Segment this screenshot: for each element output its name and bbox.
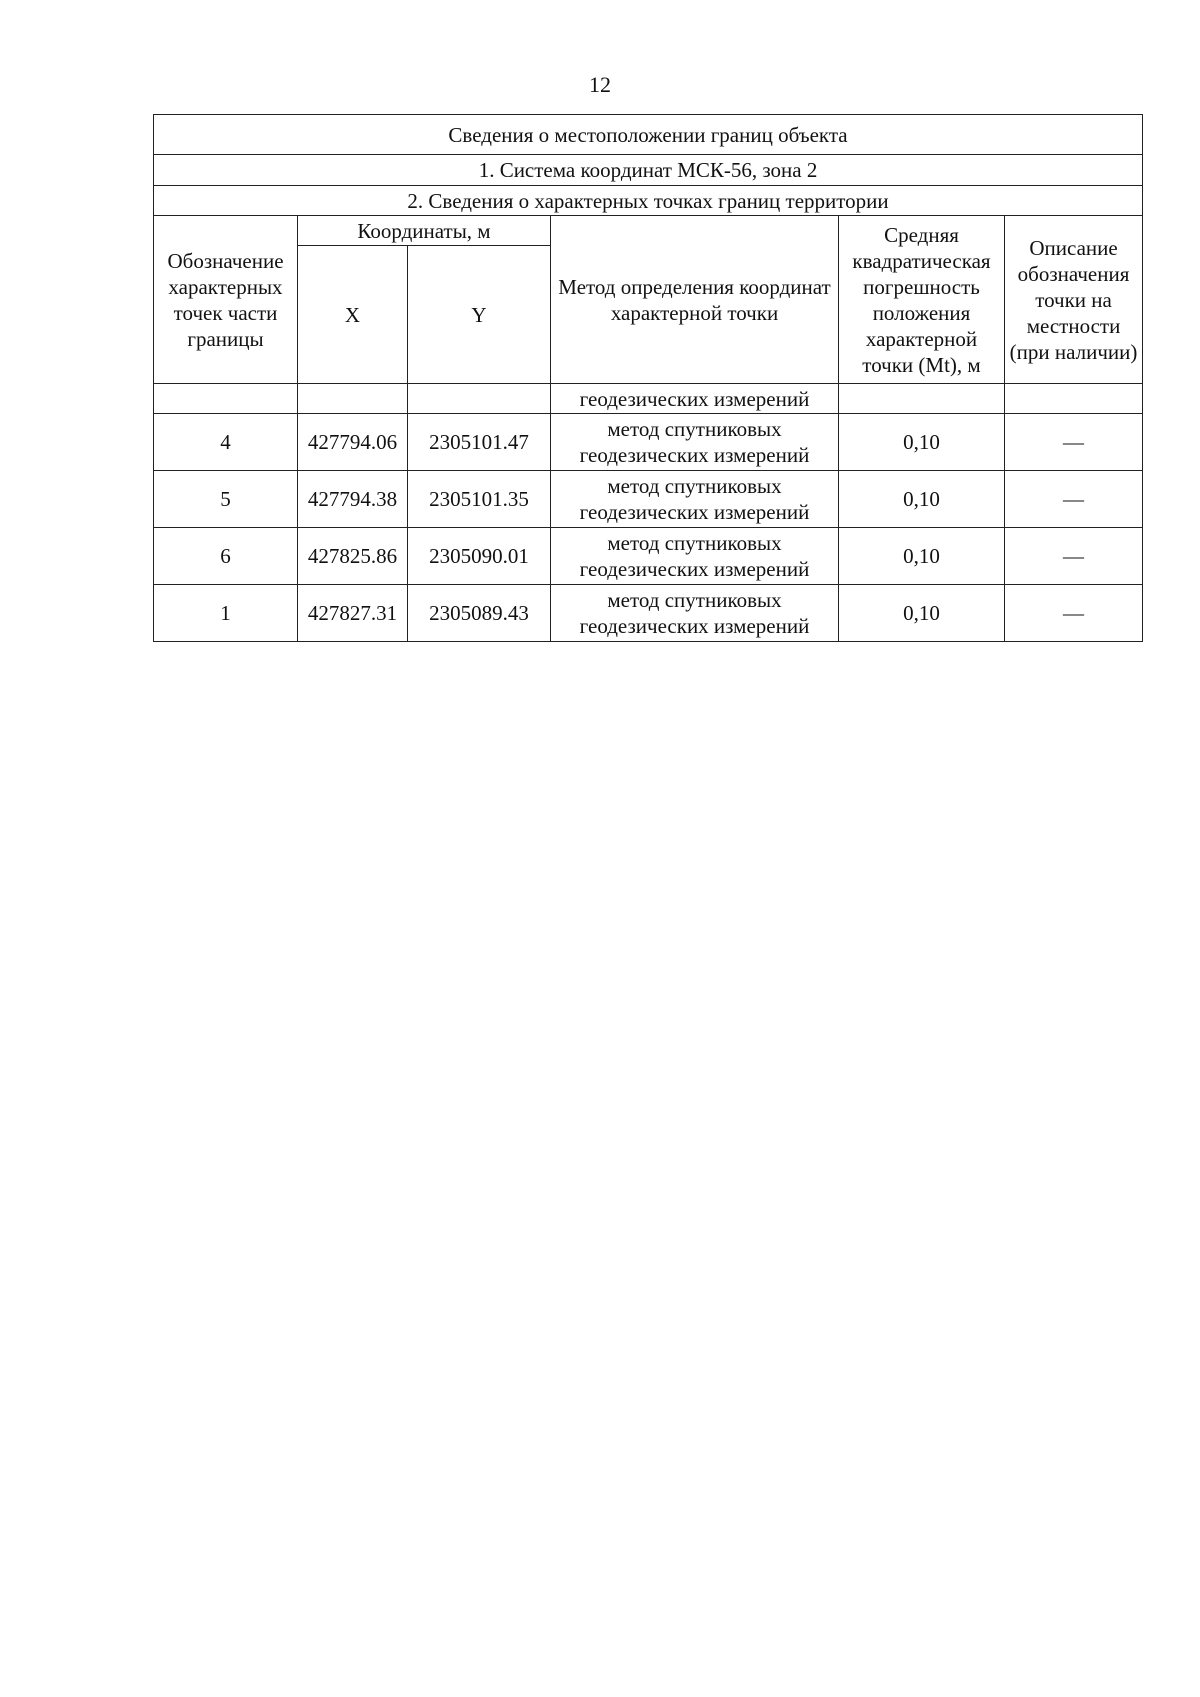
header-method: Метод определения координат характерной точки bbox=[551, 216, 839, 384]
error-value: 0,10 bbox=[839, 471, 1005, 528]
continuation-method: геодезических измерений bbox=[551, 384, 839, 414]
method-line-2: геодезических измерений bbox=[579, 500, 810, 524]
boundary-points-table bbox=[153, 114, 1143, 642]
method-line-2: геодезических измерений bbox=[579, 443, 810, 467]
section-row-coordinate-system bbox=[154, 155, 1143, 186]
header-error: Средняя квадратическая погрешность положения характерной точки (Mt), м bbox=[839, 216, 1005, 384]
continuation-cell-description bbox=[1005, 384, 1143, 414]
method-cell bbox=[551, 585, 839, 642]
coord-x: 427825.86 bbox=[298, 528, 408, 585]
method-line-2: геодезических измерений bbox=[579, 614, 810, 638]
description-value: — bbox=[1005, 585, 1143, 642]
continuation-row bbox=[154, 384, 1143, 414]
description-value: — bbox=[1005, 414, 1143, 471]
table-title-row bbox=[154, 115, 1143, 155]
points-section-label: 2. Сведения о характерных точках границ территории bbox=[154, 186, 1143, 216]
coord-y: 2305101.47 bbox=[408, 414, 551, 471]
point-id: 5 bbox=[154, 471, 298, 528]
coord-y: 2305101.35 bbox=[408, 471, 551, 528]
continuation-cell-point bbox=[154, 384, 298, 414]
header-row-1 bbox=[154, 216, 1143, 246]
header-y: Y bbox=[408, 246, 551, 384]
description-value: — bbox=[1005, 471, 1143, 528]
method-line-1: метод спутниковых bbox=[607, 531, 782, 555]
method-cell bbox=[551, 528, 839, 585]
point-id: 1 bbox=[154, 585, 298, 642]
section-row-points bbox=[154, 186, 1143, 216]
error-value: 0,10 bbox=[839, 414, 1005, 471]
continuation-cell-error bbox=[839, 384, 1005, 414]
point-id: 6 bbox=[154, 528, 298, 585]
description-value: — bbox=[1005, 528, 1143, 585]
table-row bbox=[154, 414, 1143, 471]
page-number: 12 bbox=[589, 72, 611, 97]
continuation-cell-x bbox=[298, 384, 408, 414]
table-title: Сведения о местоположении границ объекта bbox=[154, 115, 1143, 155]
method-line-1: метод спутниковых bbox=[607, 474, 782, 498]
method-cell bbox=[551, 414, 839, 471]
header-description: Описание обозначения точки на местности (при наличии) bbox=[1005, 216, 1143, 384]
method-line-2: геодезических измерений bbox=[579, 557, 810, 581]
coord-x: 427794.38 bbox=[298, 471, 408, 528]
continuation-cell-y bbox=[408, 384, 551, 414]
coordinate-system-label: 1. Система координат МСК-56, зона 2 bbox=[154, 155, 1143, 186]
table-row bbox=[154, 528, 1143, 585]
header-coordinates: Координаты, м bbox=[298, 216, 551, 246]
error-value: 0,10 bbox=[839, 585, 1005, 642]
method-line-1: метод спутниковых bbox=[607, 417, 782, 441]
table-row bbox=[154, 471, 1143, 528]
error-value: 0,10 bbox=[839, 528, 1005, 585]
coord-x: 427794.06 bbox=[298, 414, 408, 471]
method-cell bbox=[551, 471, 839, 528]
coord-x: 427827.31 bbox=[298, 585, 408, 642]
coord-y: 2305090.01 bbox=[408, 528, 551, 585]
method-line-1: метод спутниковых bbox=[607, 588, 782, 612]
point-id: 4 bbox=[154, 414, 298, 471]
header-x: X bbox=[298, 246, 408, 384]
coord-y: 2305089.43 bbox=[408, 585, 551, 642]
header-point-designation: Обозначение характерных точек части границы bbox=[154, 216, 298, 384]
table-row bbox=[154, 585, 1143, 642]
